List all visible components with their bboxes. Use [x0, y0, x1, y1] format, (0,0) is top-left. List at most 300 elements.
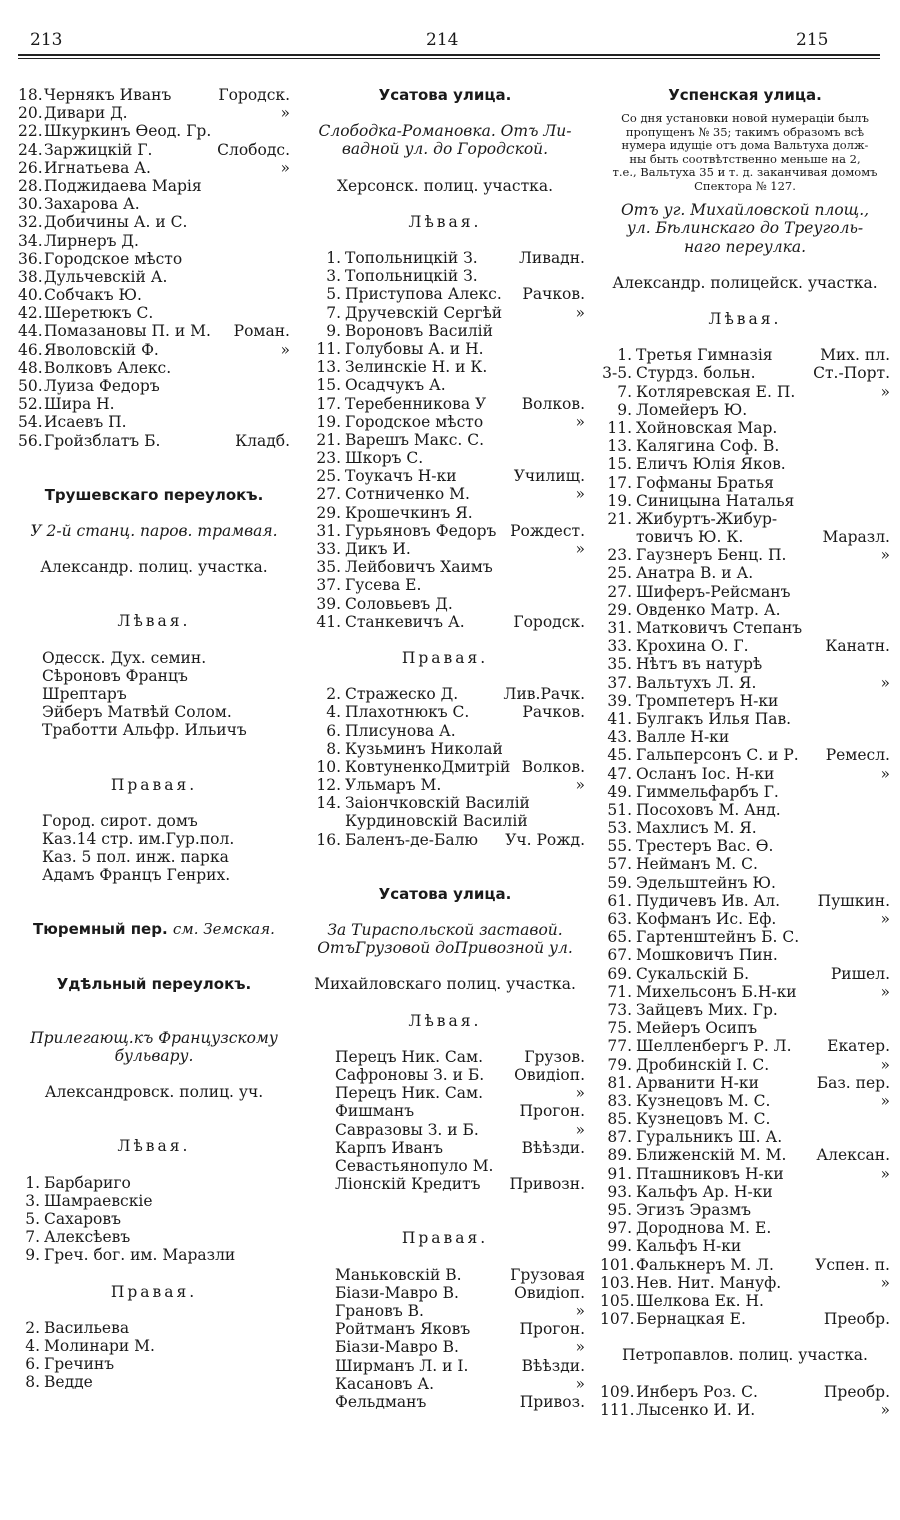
list-item: [305, 776, 585, 794]
cross-street-note: »: [280, 158, 290, 177]
list-item: [600, 1219, 890, 1237]
list-item: [18, 1192, 290, 1210]
cross-street-note: »: [575, 1084, 585, 1103]
list-item: [335, 1121, 585, 1139]
cross-street-note: Баз. пер.: [816, 1073, 890, 1092]
cross-street-note: [581, 267, 585, 285]
list-item: [305, 467, 585, 485]
cross-street-note: [886, 583, 890, 601]
left-side-list: [305, 1048, 585, 1194]
resident-name: Касановъ А.: [335, 1374, 435, 1393]
house-number: 35.: [607, 655, 632, 674]
resident-name: Бернацкая Е.: [636, 1310, 746, 1329]
numbering-note-line: т.е., Вальтуха 35 и т. д. заканчивая домомъ: [612, 165, 878, 180]
list-item: [335, 1084, 585, 1102]
resident-name: Севастьянопуло М.: [335, 1156, 494, 1175]
resident-name: Сафроновы З. и Б.: [335, 1066, 485, 1085]
list-item: [305, 485, 585, 503]
house-number: 7.: [326, 303, 341, 322]
resident-name: Кузьминъ Николай: [345, 739, 503, 758]
numbering-note-line: Со дня установки новой нумераціи былъ: [621, 111, 869, 126]
resident-name: Нейманъ М. С.: [636, 855, 758, 874]
list-item: [335, 1048, 585, 1066]
cross-street-note: »: [575, 1301, 585, 1320]
list-item: [600, 510, 890, 528]
house-number: 37.: [607, 673, 632, 692]
cross-street-note: »: [880, 764, 890, 783]
list-item: [18, 1246, 290, 1264]
left-side-label: Лѣвая.: [117, 612, 191, 631]
cross-street-note: [886, 1292, 890, 1310]
cross-street-note: [581, 358, 585, 376]
resident-name: Калягина Соф. В.: [636, 437, 780, 456]
resident-name: Крошечкинъ Я.: [345, 503, 473, 522]
list-item: [600, 855, 890, 873]
cross-street-note: [886, 437, 890, 455]
house-number: 29.: [607, 600, 632, 619]
cross-street-note: Екатер.: [827, 1037, 890, 1056]
house-number: 47.: [607, 764, 632, 783]
resident-name: Перецъ Ник. Сам.: [335, 1084, 484, 1103]
resident-name: Мейеръ Осипъ: [636, 1019, 758, 1038]
house-number: 46.: [18, 340, 43, 359]
cross-street-note: Грузов.: [524, 1047, 585, 1066]
list-item: [305, 504, 585, 522]
resident-name: Гиммельфарбъ Г.: [636, 782, 779, 801]
resident-name: Молинари М.: [44, 1337, 155, 1355]
list-item: [600, 819, 890, 837]
cross-street-note: [581, 576, 585, 594]
list-item: [335, 1139, 585, 1157]
cross-street-note: Училищ.: [513, 467, 585, 486]
list-item: [600, 874, 890, 892]
cross-street-note: »: [575, 1338, 585, 1357]
resident-name: Маньковскій В.: [335, 1265, 462, 1284]
house-number: 32.: [18, 213, 43, 232]
list-continued: [18, 86, 290, 450]
cross-street-note: Алексан.: [816, 1146, 890, 1165]
resident-name: Посоховъ М. Анд.: [636, 800, 781, 819]
cross-street-note: [286, 359, 290, 377]
resident-name: Пудичевъ Ив. Ал.: [636, 891, 781, 910]
resident-name: Поджидаева Марія: [44, 176, 202, 195]
police-district: Александровск. полиц. уч.: [44, 1083, 264, 1102]
header-rule: [18, 54, 880, 56]
cross-street-note: »: [880, 1400, 890, 1419]
cross-street-note: [286, 413, 290, 431]
resident-name: Волковъ Алекс.: [44, 358, 172, 377]
house-number: 13.: [607, 437, 632, 456]
numbering-note-line: пропущенъ № 35; такимъ образомъ всѣ: [625, 124, 865, 139]
right-side-list: [305, 1266, 585, 1412]
list-item: [600, 655, 890, 673]
resident-name: Арванити Н-ки: [636, 1073, 759, 1092]
list-item: [600, 1037, 890, 1055]
cross-street-note: »: [880, 1273, 890, 1292]
list-item: [18, 1337, 290, 1355]
cross-street-note: »: [575, 1374, 585, 1393]
resident-name: Васильева: [44, 1318, 130, 1337]
house-number: 38.: [18, 267, 43, 286]
resident-name: Городское мѣсто: [44, 249, 183, 268]
location-note-2: вадной ул. до Городской.: [341, 140, 549, 159]
resident-name: Тоукачъ Н-ки: [345, 467, 457, 486]
house-number: 65.: [607, 928, 632, 947]
resident-name: Карпъ Иванъ: [335, 1138, 443, 1157]
cross-street-note: Роман.: [233, 322, 290, 341]
house-number: 24.: [18, 140, 43, 159]
resident-name: Инберъ Роз. С.: [636, 1382, 758, 1401]
resident-name: Нѣтъ въ натурѣ: [636, 655, 763, 674]
cross-street-note: Преобр.: [823, 1310, 890, 1329]
resident-name: Гартенштейнъ Б. С.: [636, 928, 800, 947]
resident-name: КовтуненкоДмитрій: [345, 757, 511, 776]
resident-name: Ліонскій Кредитъ: [335, 1175, 481, 1194]
cross-street-note: [886, 619, 890, 637]
list-item: [305, 812, 585, 830]
list-item: [600, 1092, 890, 1110]
list-item: [305, 540, 585, 558]
resident-name: Греч. бог. им. Маразли: [44, 1246, 236, 1265]
list-item: [18, 86, 290, 104]
list-item: [600, 1201, 890, 1219]
right-side-label: Правая.: [401, 648, 489, 667]
cross-street-note: »: [880, 1091, 890, 1110]
list-item: [305, 522, 585, 540]
cross-street-note: [886, 564, 890, 582]
house-number: 40.: [18, 286, 43, 305]
resident-name: Кузнецовъ М. С.: [636, 1091, 771, 1110]
house-number: 79.: [607, 1055, 632, 1074]
list-item: [600, 546, 890, 564]
cross-street-note: [581, 812, 585, 830]
house-number: 5.: [326, 285, 341, 304]
house-number: 105.: [600, 1291, 635, 1310]
right-side-label: Правая.: [110, 1282, 198, 1301]
list-item: [18, 286, 290, 304]
list-item: [18, 250, 290, 268]
list-item: [18, 341, 290, 359]
column-right: [600, 86, 890, 1419]
cross-street-note: [581, 340, 585, 358]
list-item: [335, 1320, 585, 1338]
list-item: [600, 1256, 890, 1274]
list-item: [600, 946, 890, 964]
house-number: 10.: [316, 757, 341, 776]
list-item: [600, 1056, 890, 1074]
cross-street-note: Преобр.: [823, 1382, 890, 1401]
resident-name: Собчакъ Ю.: [44, 286, 142, 305]
resident-name: Исаевъ П.: [44, 413, 127, 432]
resident-name: Плисунова А.: [345, 721, 456, 740]
list-item: [305, 722, 585, 740]
list-item: [600, 1292, 890, 1310]
resident-name: Кальфъ Ар. Н-ки: [636, 1182, 773, 1201]
list-item: [600, 783, 890, 801]
house-number: 23.: [607, 546, 632, 565]
resident-name: Заіончковскій Василій: [345, 794, 530, 813]
cross-street-note: [286, 177, 290, 195]
resident-name: Шкоръ С.: [345, 449, 424, 468]
street-title-trushevsky: Трушевскаго переулокъ.: [44, 485, 264, 504]
left-side-label: Лѣвая.: [408, 1011, 482, 1030]
left-side-list-2: [600, 1383, 890, 1419]
list-item: Каз.14 стр. им.Гур.пол.: [42, 829, 235, 848]
list-item: [600, 528, 890, 546]
house-number: 101.: [600, 1255, 635, 1274]
left-side-list: [18, 649, 290, 740]
list-item: [600, 583, 890, 601]
cross-street-note: [886, 1219, 890, 1237]
house-number: 49.: [607, 782, 632, 801]
location-note: У 2-й станц. паров. трамвая.: [30, 521, 278, 540]
cross-street-note: Городск.: [218, 86, 290, 104]
list-item: [600, 1165, 890, 1183]
resident-name: Соловьевъ Д.: [345, 594, 453, 613]
house-number: 9.: [617, 400, 632, 419]
resident-name: Осланъ Іос. Н-ки: [636, 764, 775, 783]
house-number: 36.: [18, 249, 43, 268]
resident-name: Кальфъ Н-ки: [636, 1237, 742, 1256]
cross-street-note: [886, 601, 890, 619]
list-item: Сѣроновъ Францъ: [42, 666, 188, 685]
list-item: [335, 1302, 585, 1320]
cross-street-note: [581, 558, 585, 576]
list-item: [18, 322, 290, 340]
resident-name: Сукальскій Б.: [636, 964, 750, 983]
list-item: [18, 195, 290, 213]
resident-name: Грановъ В.: [335, 1301, 424, 1320]
cross-street-note: Лив.Рачк.: [503, 685, 585, 704]
house-number: 77.: [607, 1037, 632, 1056]
house-number: 4.: [326, 703, 341, 722]
list-item: [600, 1019, 890, 1037]
resident-name: Гофманы Братья: [636, 473, 774, 492]
cross-street-note: Ремесл.: [825, 746, 890, 765]
list-item: [600, 983, 890, 1001]
resident-name: Шелленбергъ Р. Л.: [636, 1037, 792, 1056]
list-item: Шрептаръ: [42, 684, 127, 703]
list-item: [18, 1355, 290, 1373]
street-title-usatova-2: Усатова улица.: [378, 884, 512, 903]
list-item: [305, 267, 585, 285]
house-number: 8.: [326, 739, 341, 758]
house-number: 83.: [607, 1091, 632, 1110]
list-item: [600, 455, 890, 473]
cross-street-note: [886, 837, 890, 855]
house-number: 1.: [617, 346, 632, 365]
cross-street-note: [886, 783, 890, 801]
house-number: 87.: [607, 1128, 632, 1147]
resident-name: Гурьяновъ Федоръ: [345, 521, 497, 540]
resident-name: Сахаровъ: [44, 1210, 121, 1229]
street-title-udelny: Удѣльный переулокъ.: [56, 974, 252, 993]
list-item: Эйберъ Матвѣй Солом.: [42, 703, 232, 722]
house-number: 69.: [607, 964, 632, 983]
house-number: 18.: [18, 86, 43, 104]
list-item: Тработти Альфр. Ильичъ: [42, 721, 247, 740]
resident-name: Чернякъ Иванъ: [44, 86, 172, 104]
resident-name: Матковичъ Степанъ: [636, 619, 803, 638]
cross-street-note: Маразл.: [822, 528, 890, 547]
street-title-uspenskaya: Успенская улица.: [668, 86, 822, 104]
list-item: [600, 910, 890, 928]
resident-name: Овденко Матр. А.: [636, 600, 781, 619]
house-number: [600, 528, 636, 546]
house-number: 22.: [18, 122, 43, 141]
house-number: 57.: [607, 855, 632, 874]
house-number: 43.: [607, 728, 632, 747]
house-number: 56.: [18, 431, 43, 450]
house-number: 27.: [607, 582, 632, 601]
resident-name: Заржицкій Г.: [44, 140, 153, 159]
list-item: [335, 1338, 585, 1356]
list-item: [600, 619, 890, 637]
cross-street-note: [886, 1237, 890, 1255]
house-number: 4.: [25, 1337, 40, 1355]
house-number: 17.: [607, 473, 632, 492]
resident-name: Курдиновскій Василій: [345, 812, 528, 831]
list-item: [305, 358, 585, 376]
resident-name: Сотниченко М.: [345, 485, 470, 504]
house-number: 55.: [607, 837, 632, 856]
resident-name: Шкуркинъ Ѳеод. Гр.: [44, 122, 212, 141]
house-number: 107.: [600, 1310, 635, 1329]
list-item: Адамъ Францъ Генрих.: [42, 866, 231, 885]
cross-street-note: »: [280, 104, 290, 123]
resident-name: Дивари Д.: [44, 104, 128, 123]
cross-street-note: [286, 268, 290, 286]
list-item: [600, 965, 890, 983]
list-item: [600, 601, 890, 619]
resident-name: Кузнецовъ М. С.: [636, 1110, 771, 1129]
house-number: 109.: [600, 1382, 635, 1401]
list-item: [600, 383, 890, 401]
house-number: 2.: [25, 1318, 40, 1337]
cross-street-note: [886, 728, 890, 746]
cross-street-note: [886, 492, 890, 510]
resident-name: Добичины А. и С.: [44, 213, 188, 232]
police-district: Александр. полиц. участка.: [40, 558, 268, 577]
house-number: 15.: [607, 455, 632, 474]
cross-street-note: Овидіоп.: [514, 1066, 585, 1085]
house-number: 26.: [18, 158, 43, 177]
house-number: 95.: [607, 1201, 632, 1220]
list-item: [335, 1102, 585, 1120]
resident-name: Приступова Алекс.: [345, 285, 502, 304]
house-number: 41.: [607, 709, 632, 728]
list-item: [600, 364, 890, 382]
list-item: [305, 613, 585, 631]
resident-name: Лысенко И. И.: [636, 1400, 756, 1419]
house-number: 39.: [316, 594, 341, 613]
list-item: [18, 395, 290, 413]
resident-name: Фельдманъ: [335, 1392, 427, 1411]
house-number: 3.: [326, 267, 341, 286]
cross-street-note: Ст.-Порт.: [813, 364, 890, 383]
resident-name: Ломейеръ Ю.: [636, 400, 748, 419]
column-left: [18, 86, 290, 1392]
cross-reference: см. Земская.: [172, 920, 275, 939]
location-note-1: За Тираспольской заставой.: [327, 921, 563, 940]
right-page-number: 215: [796, 30, 829, 50]
resident-name: Станкевичъ А.: [345, 612, 465, 631]
resident-name: Котляревская Е. П.: [636, 382, 796, 401]
resident-name: Стражеско Д.: [345, 685, 459, 704]
cross-street-note: [581, 595, 585, 613]
house-number: 67.: [607, 946, 632, 965]
resident-name: Зелинскіе Н. и К.: [345, 358, 488, 377]
location-note-1: Отъ уг. Михайловской площ.,: [620, 201, 870, 220]
house-number: 25.: [607, 564, 632, 583]
list-item: [305, 703, 585, 721]
cross-street-note: [886, 455, 890, 473]
list-item: [600, 1110, 890, 1128]
list-item: [305, 558, 585, 576]
list-item: [305, 595, 585, 613]
cross-street-note: »: [880, 910, 890, 929]
list-item: [305, 285, 585, 303]
list-item: [600, 492, 890, 510]
house-number: 73.: [607, 1000, 632, 1019]
house-number: 20.: [18, 104, 43, 123]
house-number: 81.: [607, 1073, 632, 1092]
resident-name: Жибуртъ-Жибур-: [636, 509, 778, 528]
cross-street-note: [286, 304, 290, 322]
cross-street-note: [581, 740, 585, 758]
house-number: 33.: [607, 637, 632, 656]
house-number: 39.: [607, 691, 632, 710]
location-note-1: Слободка-Романовка. Отъ Ли-: [318, 122, 572, 141]
police-district: Александр. полицейск. участка.: [612, 273, 878, 292]
house-number: 44.: [18, 322, 43, 341]
resident-name: Шира Н.: [44, 395, 115, 414]
resident-name: Дороднова М. Е.: [636, 1219, 772, 1238]
cross-street-note: [581, 449, 585, 467]
house-number: 19.: [607, 491, 632, 510]
left-side-list: [600, 346, 890, 1328]
cross-street-note: [886, 1128, 890, 1146]
house-number: 111.: [600, 1400, 635, 1419]
house-number: 31.: [607, 619, 632, 638]
list-item: [600, 928, 890, 946]
house-number: 41.: [316, 612, 341, 631]
list-item: [18, 359, 290, 377]
house-number: 21.: [316, 430, 341, 449]
cross-street-note: Успен. п.: [815, 1255, 890, 1274]
cross-street-note: [886, 692, 890, 710]
resident-name: Тромпетеръ Н-ки: [636, 691, 779, 710]
house-number: 19.: [316, 412, 341, 431]
house-number: 54.: [18, 413, 43, 432]
cross-street-note: [886, 419, 890, 437]
resident-name: Михельсонъ Б.Н-ки: [636, 982, 797, 1001]
resident-name: Зайцевъ Мих. Гр.: [636, 1000, 778, 1019]
cross-street-note: Привозн.: [509, 1175, 585, 1194]
resident-name: Помазановы П. и М.: [44, 322, 211, 341]
cross-street-note: [886, 928, 890, 946]
left-side-list: [305, 249, 585, 631]
resident-name: Кофманъ Ис. Еф.: [636, 910, 777, 929]
left-side-label: Лѣвая.: [708, 310, 782, 329]
house-number: 7.: [617, 382, 632, 401]
house-number: 35.: [316, 558, 341, 577]
house-number: 51.: [607, 800, 632, 819]
resident-name: Ширманъ Л. и І.: [335, 1356, 469, 1375]
resident-name: Гальперсонъ С. и Р.: [636, 746, 799, 765]
house-number: 2.: [326, 685, 341, 704]
resident-name: Игнатьева А.: [44, 158, 151, 177]
